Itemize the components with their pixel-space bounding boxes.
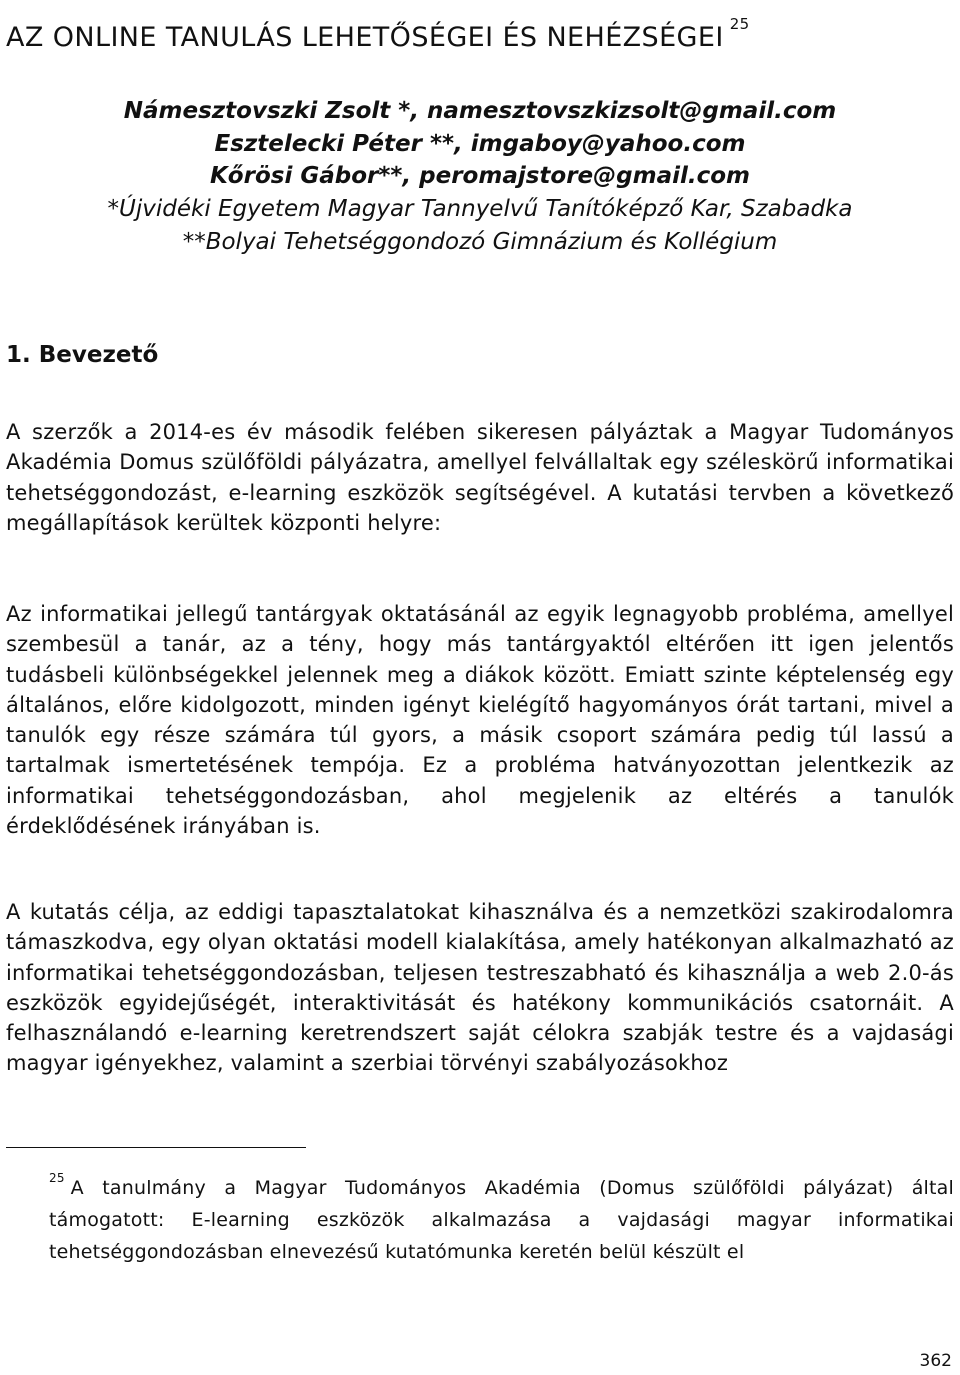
affiliation-line-2: **Bolyai Tehetséggondozó Gimnázium és Kollégium xyxy=(182,228,778,255)
author-line-2: Esztelecki Péter **, imgaboy@yahoo.com xyxy=(214,130,746,157)
section-heading: 1. Bevezető xyxy=(6,342,159,368)
footnote xyxy=(49,1172,954,1268)
author-line-3: Kőrösi Gábor**, peromajstore@gmail.com xyxy=(209,163,751,190)
author-block xyxy=(0,95,960,259)
title-footnote-mark: 25 xyxy=(729,15,750,34)
author-line-1: Námesztovszki Zsolt *, namesztovszkizsolt@gmail.com xyxy=(123,98,837,124)
page-number: 362 xyxy=(919,1351,952,1371)
footnote-mark: 25 xyxy=(49,1171,65,1185)
paper-title xyxy=(6,15,954,56)
body-paragraph-2: Az informatikai jellegű tantárgyak oktatásánál az egyik legnagyobb probléma, amellyel szembesül a tanár, az a tény, hogy más tantárgyaktól eltérően itt igen jelentős tudásbeli különbségekkel jelennek meg a diákok között. Emiatt szinte képtelenség egy általános, előre kidolgozott, minden igényt kielégítő hagyományos órát tartani, mivel a tanulók egy része számára túl gyors, a másik csoport számára pedig túl lassú a tartalmak ismertetésének tempója. Ez a probléma hatványozottan jelentkezik az informatikai tehetséggondozásban, ahol megjelenik az eltérés a tanulók érdeklődésének irányában is. xyxy=(6,602,954,839)
affiliation-line-1: *Újvidéki Egyetem Magyar Tannyelvű Tanítóképző Kar, Szabadka xyxy=(107,196,853,223)
footnote-text: A tanulmány a Magyar Tudományos Akadémia (Domus szülőföldi pályázat) által támogatott: E-learning eszközök alkalmazása a vajdasági magyar informatikai tehetséggondozásban elnevezésű kutatómunka keretén belül készült el xyxy=(49,1177,954,1263)
body-paragraph-3: A kutatás célja, az eddigi tapasztalatokat kihasználva és a nemzetközi szakirodalomra támaszkodva, egy olyan oktatási modell kialakítása, amely hatékonyan alkalmazható az informatikai tehetséggondozásban, teljesen testreszabható és kihasználja a web 2.0-ás eszközök egyidejűségét, interaktivitását és hatékony kommunikációs csatornáit. A felhasználandó e-learning keretrendszert saját célokra szabják testre és a vajdasági magyar igényekhez, valamint a szerbiai törvényi szabályozásokhoz xyxy=(6,900,954,1076)
footnote-separator xyxy=(6,1147,306,1148)
body-paragraph-1: A szerzők a 2014-es év második felében sikeresen pályáztak a Magyar Tudományos Akadémia Domus szülőföldi pályázatra, amellyel felvállaltak egy széleskörű informatikai tehetséggondozást, e-learning eszközök segítségével. A kutatási tervben a következő megállapítások kerültek központi helyre: xyxy=(6,420,954,535)
paper-title-text: AZ ONLINE TANULÁS LEHETŐSÉGEI ÉS NEHÉZSÉGEI xyxy=(6,22,724,54)
